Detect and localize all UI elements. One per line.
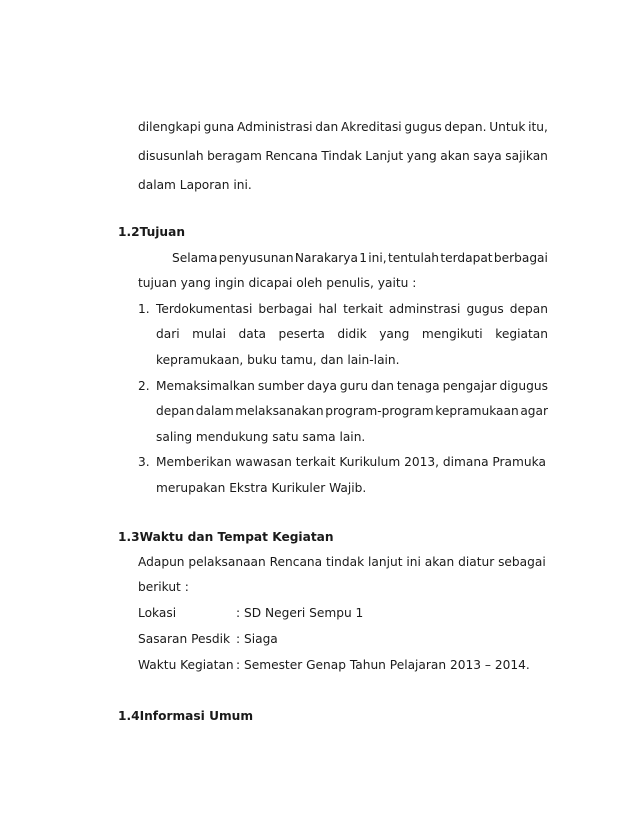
word: tenaga (396, 379, 440, 393)
word: tentulah (387, 251, 440, 265)
list-item-1-line-1 (156, 302, 548, 316)
word: guru (339, 379, 369, 393)
word: guna (203, 120, 235, 134)
word: daya (307, 379, 337, 393)
word: 1 (359, 251, 368, 265)
list-item-3-line-2: merupakan Ekstra Kurikuler Wajib. (156, 481, 367, 495)
tujuan-paragraph-line-2: tujuan yang ingin dicapai oleh penulis, yaitu : (138, 276, 417, 290)
word: sajikan (505, 149, 548, 163)
word: gugus (466, 302, 504, 316)
word: Lanjut (365, 149, 404, 163)
word: berbagai (258, 302, 313, 316)
word: hal (318, 302, 338, 316)
word: yang (406, 149, 437, 163)
intro-line-3: dalam Laporan ini. (138, 178, 252, 192)
word: depan (509, 302, 548, 316)
word: digugus (499, 379, 548, 393)
word: beragam (207, 149, 262, 163)
word: depan. (444, 120, 487, 134)
intro-line-2 (138, 149, 548, 163)
word: dan (315, 120, 339, 134)
word: melaksanakan (235, 404, 324, 418)
word: gugus (404, 120, 442, 134)
word: mengikuti (421, 327, 483, 341)
list-item-2-line-2 (156, 404, 548, 418)
word: kepramukaan (435, 404, 519, 418)
word: depan (156, 404, 195, 418)
word: Memaksimalkan (156, 379, 255, 393)
word: saya (473, 149, 502, 163)
word: ini, (368, 251, 387, 265)
word: mulai (192, 327, 226, 341)
detail-value-sasaran: : Siaga (236, 632, 278, 646)
detail-label-waktu: Waktu Kegiatan (138, 658, 234, 672)
list-item-number: 2. (138, 379, 150, 393)
list-item-3-line-1: Memberikan wawasan terkait Kurikulum 2013, dimana Pramuka (156, 455, 546, 469)
word: berbagai (493, 251, 548, 265)
detail-value-waktu: : Semester Genap Tahun Pelajaran 2013 – 2014. (236, 658, 530, 672)
word: akan (440, 149, 470, 163)
section-heading-tujuan: 1.2Tujuan (118, 225, 185, 239)
section-heading-informasi: 1.4Informasi Umum (118, 709, 254, 723)
word: dari (156, 327, 180, 341)
section-heading-waktu: 1.3Waktu dan Tempat Kegiatan (118, 530, 334, 544)
list-item-1-line-3: kepramukaan, buku tamu, dan lain-lain. (156, 353, 400, 367)
word: dan (371, 379, 394, 393)
word: itu, (528, 120, 548, 134)
word: Tindak (321, 149, 362, 163)
waktu-paragraph-line-2: berikut : (138, 580, 189, 594)
word: terdapat (440, 251, 493, 265)
detail-label-sasaran: Sasaran Pesdik (138, 632, 231, 646)
word: pengajar (442, 379, 497, 393)
list-item-2-line-3: saling mendukung satu sama lain. (156, 430, 366, 444)
list-item-1-line-2 (156, 327, 548, 341)
word: Selama (172, 251, 218, 265)
word: Akreditasi (340, 120, 402, 134)
word: Terdokumentasi (156, 302, 253, 316)
word: disusunlah (138, 149, 204, 163)
word: adminstrasi (388, 302, 461, 316)
intro-line-1 (138, 120, 548, 134)
detail-label-lokasi: Lokasi (138, 606, 177, 620)
list-item-number: 3. (138, 455, 150, 469)
word: program-program (325, 404, 434, 418)
tujuan-paragraph-line-1 (172, 251, 548, 265)
word: didik (337, 327, 367, 341)
word: dalam (195, 404, 234, 418)
list-item-number: 1. (138, 302, 150, 316)
word: terkait (343, 302, 383, 316)
word: Narakarya (294, 251, 358, 265)
word: peserta (278, 327, 325, 341)
word: yang (379, 327, 410, 341)
word: sumber (257, 379, 305, 393)
word: Administrasi (237, 120, 313, 134)
waktu-paragraph-line-1: Adapun pelaksanaan Rencana tindak lanjut ini akan diatur sebagai (138, 555, 546, 569)
word: data (238, 327, 266, 341)
word: Rencana (265, 149, 318, 163)
word: kegiatan (495, 327, 548, 341)
word: Untuk (489, 120, 526, 134)
detail-value-lokasi: : SD Negeri Sempu 1 (236, 606, 364, 620)
word: dilengkapi (138, 120, 201, 134)
word: penyusunan (218, 251, 294, 265)
word: agar (520, 404, 548, 418)
list-item-2-line-1 (156, 379, 548, 393)
